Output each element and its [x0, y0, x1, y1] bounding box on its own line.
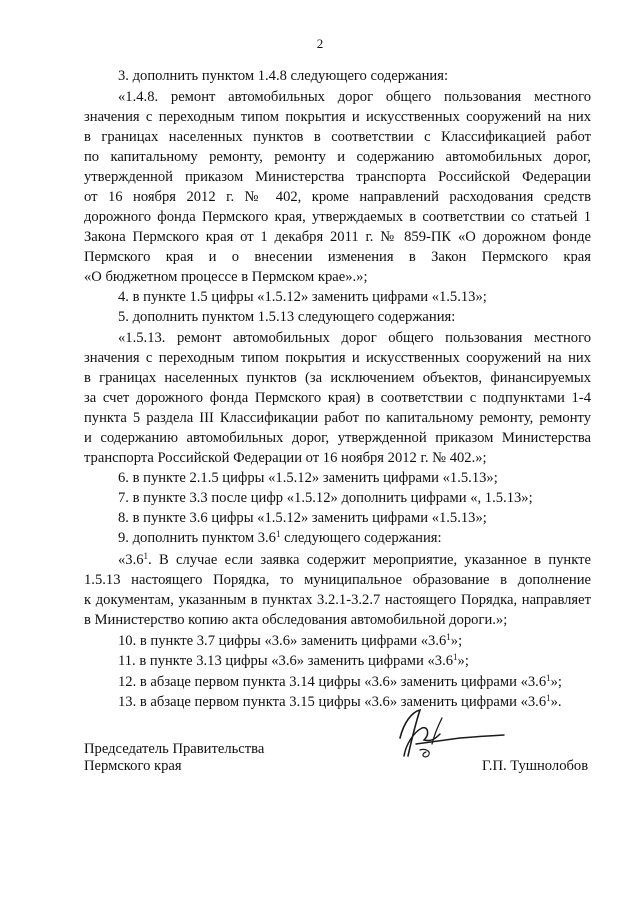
- superscript: 1: [275, 529, 281, 539]
- text-line: значения с переходным типом покрытия и искусственных сооружений на них: [84, 109, 591, 125]
- item-11-text-end: »;: [457, 653, 469, 669]
- text-line: за счет дорожного фонда Пермского края) в соответствии с подпунктами 1-4: [84, 390, 591, 406]
- signatory-title: Председатель Правительства: [84, 741, 265, 757]
- text-line: и содержанию автомобильных дорог, утвержденной приказом Министерства: [84, 430, 591, 446]
- text-line: по капитальному ремонту, ремонту и содержанию автомобильных дорог,: [84, 149, 591, 165]
- item-12-text-end: »;: [550, 674, 562, 690]
- signatory-region: Пермского края: [84, 758, 182, 774]
- item-12-text: 12. в абзаце первом пункта 3.14 цифры «3.6» заменить цифрами «3.6: [118, 674, 547, 690]
- item-10-text: 10. в пункте 3.7 цифры «3.6» заменить цифрами «3.6: [118, 633, 447, 649]
- text-line: в Министерство копию акта обследования автомобильной дороги.»;: [84, 612, 508, 628]
- item-11-text: 11. в пункте 3.13 цифры «3.6» заменить цифрами «3.6: [118, 653, 454, 669]
- item-10: [118, 632, 591, 650]
- text-line: 1.5.13 настоящего Порядка, то муниципальное образование в дополнение: [84, 572, 591, 588]
- item-12: [118, 673, 591, 691]
- text-line: «1.5.13. ремонт автомобильных дорог общего пользования местного: [118, 330, 591, 346]
- item-5: 5. дополнить пунктом 1.5.13 следующего содержания:: [118, 309, 456, 325]
- item-9-text-end: следующего содержания:: [280, 530, 442, 546]
- item-6: 6. в пункте 2.1.5 цифры «1.5.12» заменить цифрами «1.5.13»;: [118, 470, 498, 486]
- item-9: [118, 529, 591, 547]
- item-13: [118, 693, 591, 711]
- item-4: 4. в пункте 1.5 цифры «1.5.12» заменить цифрами «1.5.13»;: [118, 289, 487, 305]
- item-13-text: 13. в абзаце первом пункта 3.15 цифры «3.6» заменить цифрами «3.6: [118, 694, 547, 710]
- text-end: . В случае если заявка содержит мероприятие, указанное в пункте: [148, 552, 591, 568]
- item-3: 3. дополнить пунктом 1.4.8 следующего содержания:: [118, 68, 449, 84]
- superscript: 1: [546, 693, 551, 703]
- superscript: 1: [446, 632, 451, 642]
- item-7: 7. в пункте 3.3 после цифр «1.5.12» дополнить цифрами «, 1.5.13»;: [118, 490, 533, 506]
- text-line: от 16 ноября 2012 г. № 402, кроме направлений расходования средств: [84, 189, 591, 205]
- item-11: [118, 652, 591, 670]
- text-line: «1.4.8. ремонт автомобильных дорог общего пользования местного: [118, 89, 591, 105]
- text-line: [118, 551, 591, 569]
- superscript: 1: [143, 551, 149, 561]
- text-line: к документам, указанным в пунктах 3.2.1-3.2.7 настоящего Порядка, направляет: [84, 592, 591, 608]
- text-line: транспорта Российской Федерации от 16 ноября 2012 г. № 402.»;: [84, 450, 487, 466]
- text-line: дорожного фонда Пермского края, утверждаемых в соответствии со статьей 1: [84, 209, 591, 225]
- handwritten-signature: [386, 704, 516, 764]
- text-line: пункта 5 раздела III Классификации работ по капитальному ремонту, ремонту: [84, 410, 591, 426]
- item-10-text-end: »;: [450, 633, 463, 649]
- text-line: в границах населенных пунктов (за исключением объектов, финансируемых: [84, 370, 591, 386]
- item-9-text: 9. дополнить пунктом 3.6: [118, 530, 276, 546]
- text-line: значения с переходным типом покрытия и искусственных сооружений на них: [84, 350, 591, 366]
- text-line: Пермского края и о внесении изменения в Закон Пермского края: [84, 249, 591, 265]
- item-8: 8. в пункте 3.6 цифры «1.5.12» заменить цифрами «1.5.13»;: [118, 510, 487, 526]
- text-line: «О бюджетном процессе в Пермском крае».»;: [84, 269, 368, 285]
- signatory-name: Г.П. Тушнолобов: [482, 758, 589, 774]
- superscript: 1: [453, 652, 458, 662]
- item-13-text-end: ».: [550, 694, 562, 710]
- text-start: «3.6: [118, 552, 144, 568]
- text-line: в границах населенных пунктов в соответствии с Классификацией работ: [84, 129, 591, 145]
- text-line: Закона Пермского края от 1 декабря 2011 г. № 859-ПК «О дорожном фонде: [84, 229, 591, 245]
- superscript: 1: [546, 673, 551, 683]
- page-number: 2: [316, 36, 324, 51]
- text-line: утвержденной приказом Министерства транспорта Российской Федерации: [84, 169, 591, 185]
